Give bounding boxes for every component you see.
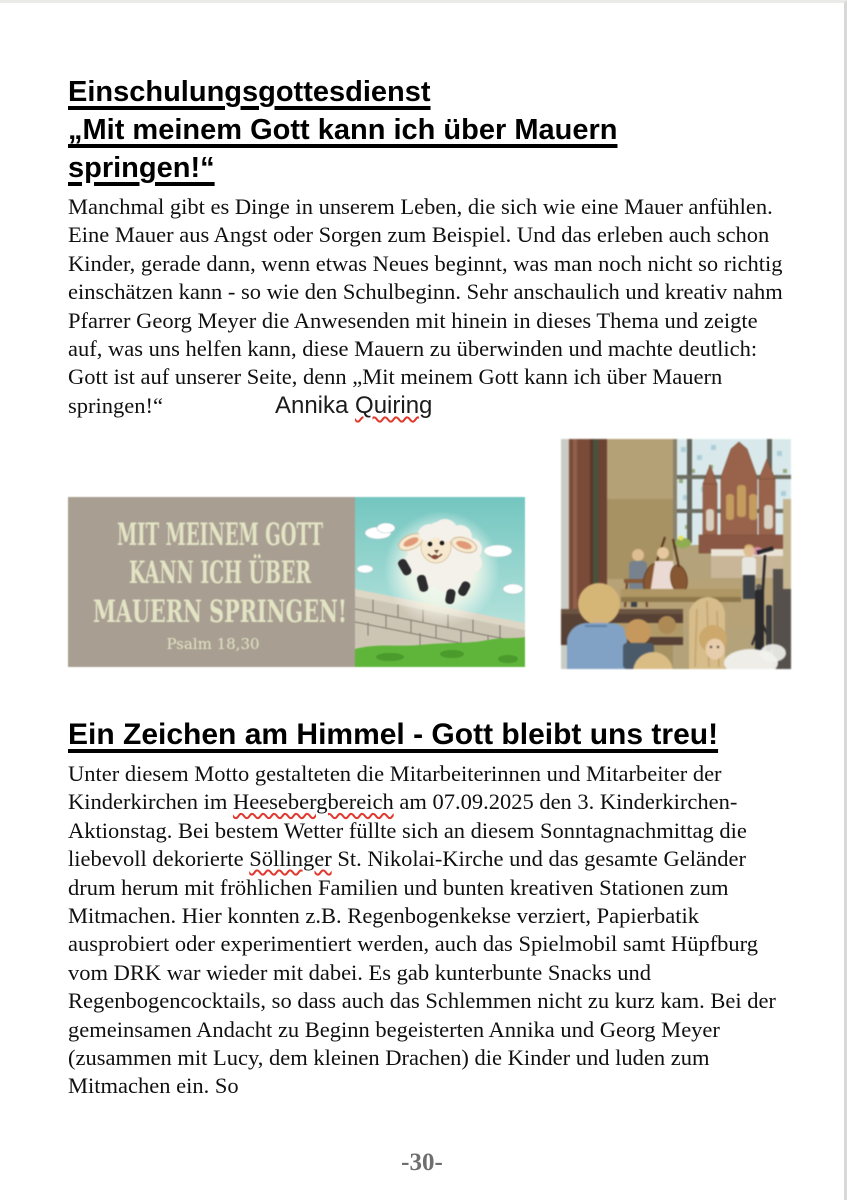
banner-psalm-caption: Psalm 18,30 xyxy=(166,635,260,653)
article2-heading xyxy=(68,715,718,755)
banner-line2: KANN ICH ÜBER xyxy=(129,555,429,591)
article2-body-part3: St. Nikolai-Kirche und das gesamte Geländer drum herum mit fröhlichen Familien und bunten kreativen Stationen zum Mitmachen. Hier konnten z.B. Regenbogenkekse verziert, Papierbatik ausprobiert oder experimentiert werden, auch das Spielmobil samt Hüpfburg vom DRK war wieder mit dabei. Es gab kunterbunte Snacks und Regenbogencocktails, so dass auch das Schlemmen nicht zu kurz kam. Bei der gemeinsamen Andacht zu Beginn begeisterten Annika und Georg Meyer (zusammen mit Lucy, dem kleinen Drachen) die Kinder und luden zum Mitmachen ein. So xyxy=(68,846,776,1099)
signature-first-name: Annika xyxy=(274,391,356,419)
article1-heading-line3: springen!“ xyxy=(68,152,215,184)
article1-signature xyxy=(275,392,432,419)
page-number: -30- xyxy=(401,1149,443,1176)
banner-illustration xyxy=(68,497,525,667)
article1-heading-line1: Einschulungsgottesdienst xyxy=(68,76,431,108)
banner-image-sheep-over-wall xyxy=(68,497,525,667)
article2-body-part2: am 07.09.2025 den 3. Kinderkirchen-Aktionstag. Bei bestem Wetter füllte sich an diesem Sonntagnachmittag die liebevoll dekorierte xyxy=(68,789,747,872)
article1-paragraph xyxy=(68,193,785,420)
article2-body-part1: Unter diesem Motto gestalteten die Mitarbeiterinnen und Mitarbeiter der Kinderkirchen im xyxy=(68,761,722,815)
church-interior-photo xyxy=(561,439,791,669)
inner-wall-light xyxy=(607,439,673,499)
article2-misspelled-word2: Söllinger xyxy=(249,846,332,872)
banner-line3: MAUERN SPRINGEN! xyxy=(93,594,347,630)
article1-heading xyxy=(68,73,617,187)
banner-line1: MIT MEINEM GOTT xyxy=(117,517,323,553)
article2-misspelled-word1: Heesebergbereich xyxy=(232,789,394,815)
church-photo-illustration xyxy=(561,439,791,669)
article1-heading-line2: „Mit meinem Gott kann ich über Mauern xyxy=(68,114,618,146)
article1-body-text: Manchmal gibt es Dinge in unserem Leben, die sich wie eine Mauer anfühlen. Eine Mauer aus Angst oder Sorgen zum Beispiel. Und das erleben auch schon Kinder, gerade dann, wenn etwas Neues beginnt, was man noch nicht so richtig einschätzen kann - so wie den Schulbeginn. Sehr anschaulich und kreativ nahm Pfarrer Georg Meyer die Anwesenden mit hinein in dieses Thema und zeigte auf, was uns helfen kann, diese Mauern zu überwinden und machte deutlich: Gott ist auf unserer Seite, denn „Mit meinem Gott kann ich über Mauern springen!“ xyxy=(68,194,783,418)
signature-last-name: Quiring xyxy=(355,391,433,419)
article2-heading-text: Ein Zeichen am Himmel - Gott bleibt uns treu! xyxy=(68,718,719,751)
page-footer xyxy=(0,1149,844,1177)
right-light-column xyxy=(783,499,791,589)
article2-paragraph xyxy=(68,760,785,1101)
